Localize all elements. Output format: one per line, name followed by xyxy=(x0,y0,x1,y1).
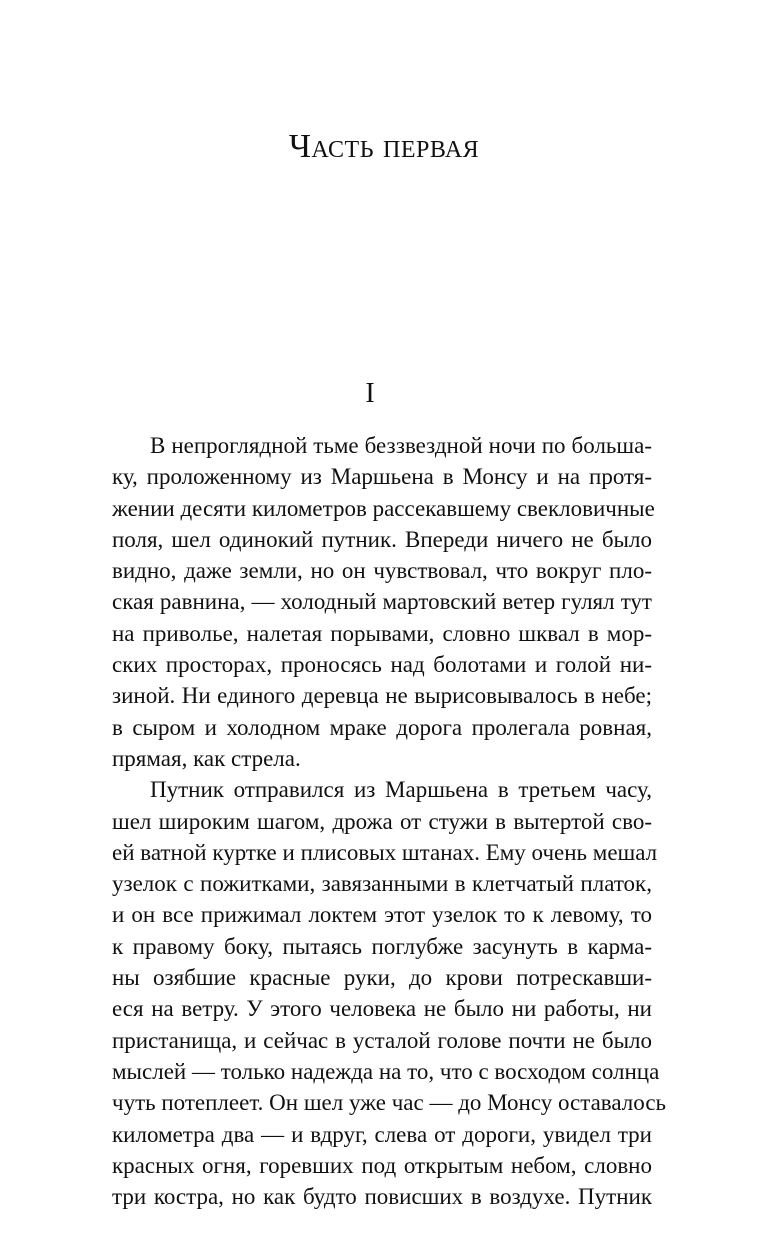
text-line: ны озябшие красные руки, до крови потрескавши- xyxy=(112,965,652,991)
text-line: ских просторах, проносясь над болотами и голой ни- xyxy=(112,652,652,678)
text-line: поля, шел одинокий путник. Впереди ничего не было xyxy=(112,526,652,552)
text-line: шел широким шагом, дрожа от стужи в вытертой сво- xyxy=(112,808,652,834)
chapter-number: I xyxy=(365,378,375,409)
text-line: на приволье, налетая порывами, словно шквал в мор- xyxy=(112,620,652,646)
text-line: зиной. Ни единого деревца не вырисовывалось в небе; xyxy=(112,683,652,709)
text-line: и он все прижимал локтем этот узелок то к левому, то xyxy=(112,902,652,928)
paragraph-2 xyxy=(112,774,667,1212)
text-line: Путник отправился из Маршьена в третьем часу, xyxy=(150,777,652,803)
body-text xyxy=(112,430,667,1212)
text-line: в сыром и холодном мраке дорога пролегала ровная, xyxy=(112,714,652,740)
text-line: узелок с пожитками, завязанными в клетчатый платок, xyxy=(112,871,652,897)
text-line: прямая, как стрела. xyxy=(112,745,301,771)
text-line: видно, даже земли, но он чувствовал, что вокруг пло- xyxy=(112,558,652,584)
text-line: ская равнина, — холодный мартовский ветер гулял тут xyxy=(112,589,652,615)
text-line: мыслей — только надежда на то, что с восходом солнца xyxy=(112,1058,660,1084)
text-line: В непроглядной тьме беззвездной ночи по больша- xyxy=(150,433,652,458)
text-line: три костра, но как будто повисших в воздухе. Путник xyxy=(112,1184,652,1210)
text-line: к правому боку, пытаясь поглубже засунуть в карма- xyxy=(112,933,652,959)
text-line: жении десяти километров рассекавшему свекловичные xyxy=(112,495,655,521)
text-line: километра два — и вдруг, слева от дороги, увидел три xyxy=(112,1121,652,1147)
paragraph-1 xyxy=(112,430,655,774)
text-line: пристанища, и сейчас в усталой голове почти не было xyxy=(112,1027,652,1053)
text-line: чуть потеплеет. Он шел уже час — до Монсу оставалось xyxy=(112,1090,667,1116)
text-line: ей ватной куртке и плисовых штанах. Ему очень мешал xyxy=(112,839,658,865)
part-title: Часть первая xyxy=(288,128,480,165)
text-line: еся на ветру. У этого человека не было ни работы, ни xyxy=(112,996,652,1022)
text-line: красных огня, горевших под открытым небом, словно xyxy=(112,1152,652,1178)
text-line: ку, проложенному из Маршьена в Монсу и на протя- xyxy=(112,464,652,490)
